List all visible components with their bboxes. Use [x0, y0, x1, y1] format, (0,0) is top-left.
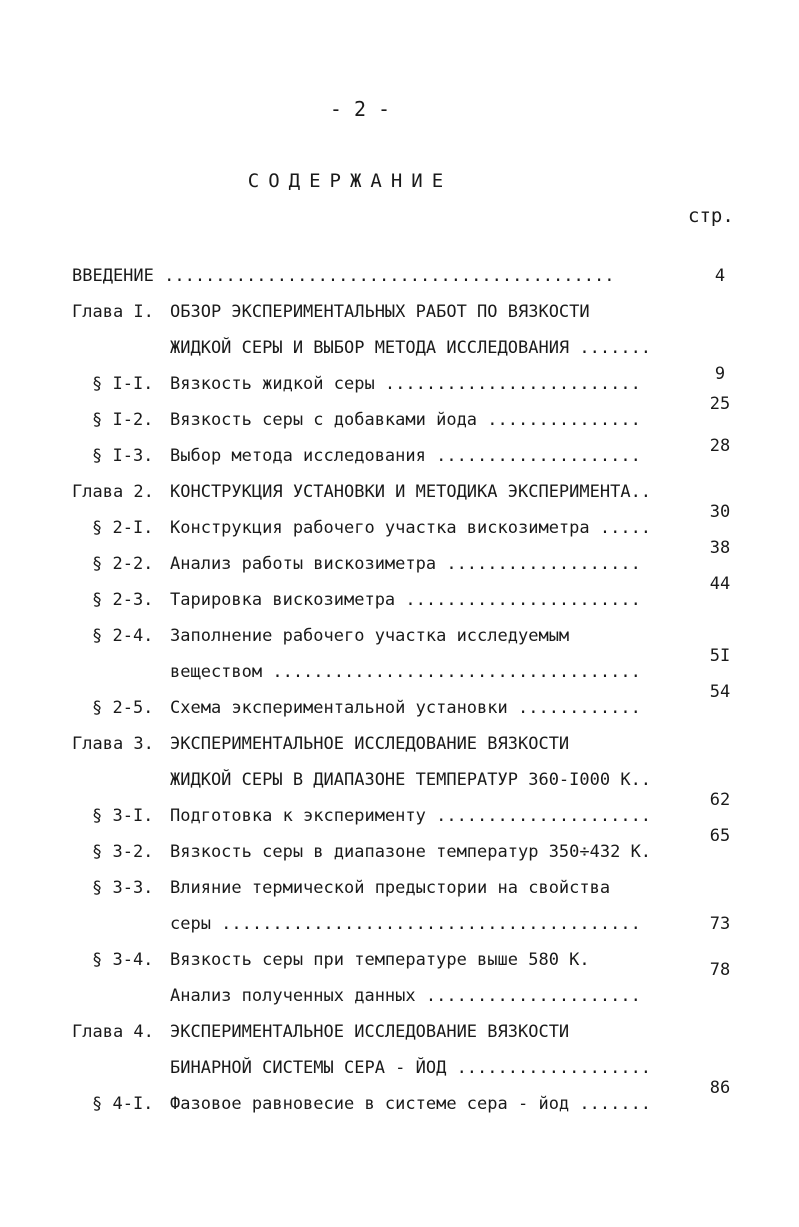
toc-entry	[0, 766, 799, 794]
toc-entry-number: § 2-3.	[92, 590, 154, 610]
toc-entry-title: Анализ полученных данных .....................	[170, 986, 641, 1006]
toc-entry	[0, 646, 799, 686]
toc-entry	[0, 334, 799, 362]
toc-entry-page: 73	[709, 914, 731, 934]
toc-entry	[0, 574, 799, 614]
toc-entry	[0, 262, 799, 290]
toc-entry	[0, 946, 799, 974]
toc-entry	[0, 682, 799, 722]
toc-entry-title: Влияние термической предыстории на свойства	[170, 878, 611, 898]
toc-entry-page: 5I	[709, 646, 731, 666]
toc-entry-title: Анализ работы вискозиметра ...................	[170, 554, 641, 574]
toc-entry-title: КОНСТРУКЦИЯ УСТАНОВКИ И МЕТОДИКА ЭКСПЕРИМЕНТА..	[170, 482, 652, 502]
toc-entry-page: 38	[709, 538, 731, 558]
toc-entry-title: Фазовое равновесие в системе сера - йод .......	[170, 1094, 652, 1114]
toc-entry-title: Подготовка к эксперименту .....................	[170, 806, 652, 826]
toc-entry-page: 25	[709, 394, 731, 414]
toc-entry-number: Глава 2.	[72, 482, 154, 502]
toc-entry-title: Выбор метода исследования ....................	[170, 446, 641, 466]
page-column-label: стр.	[688, 205, 734, 227]
toc-entry	[0, 364, 799, 398]
toc-entry-number: § 2-4.	[92, 626, 154, 646]
toc-entry-page: 9	[714, 364, 726, 384]
toc-entry-title: серы .........................................	[170, 914, 641, 934]
toc-entry-number: Глава 4.	[72, 1022, 154, 1042]
toc-entry-number: § I-3.	[92, 446, 154, 466]
toc-entry-number: § I-2.	[92, 410, 154, 430]
toc-title: СОДЕРЖАНИЕ	[247, 170, 453, 192]
toc-entry-title: Заполнение рабочего участка исследуемым	[170, 626, 570, 646]
toc-entry-number: Глава I.	[72, 302, 154, 322]
toc-entry-title: ЖИДКОЙ СЕРЫ И ВЫБОР МЕТОДА ИССЛЕДОВАНИЯ .......	[170, 338, 652, 358]
toc-entry-number: § 2-5.	[92, 698, 154, 718]
toc-entry-number: § 3-4.	[92, 950, 154, 970]
toc-entry-page: 28	[709, 436, 731, 456]
toc-entry-number: § 3-3.	[92, 878, 154, 898]
toc-entry	[0, 436, 799, 470]
toc-entry-page: 86	[709, 1078, 731, 1098]
toc-entry	[0, 1078, 799, 1118]
toc-entry	[0, 298, 799, 326]
toc-entry	[0, 478, 799, 506]
toc-entry-title: БИНАРНОЙ СИСТЕМЫ СЕРА - ЙОД ...................	[170, 1058, 652, 1078]
toc-entry-page: 62	[709, 790, 731, 810]
toc-entry-number: § I-I.	[92, 374, 154, 394]
toc-entry	[0, 622, 799, 650]
toc-entry-number: § 3-2.	[92, 842, 154, 862]
toc-entry	[0, 730, 799, 758]
toc-entry-page: 65	[709, 826, 731, 846]
toc-entry-title: Вязкость серы с добавками йода ...............	[170, 410, 641, 430]
toc-entry-title: Вязкость серы при температуре выше 580 К.	[170, 950, 590, 970]
toc-entry-number: Глава 3.	[72, 734, 154, 754]
toc-entry	[0, 874, 799, 902]
toc-entry-title: Схема экспериментальной установки ............	[170, 698, 641, 718]
page-number: - 2 -	[329, 97, 391, 121]
toc-entry	[0, 394, 799, 434]
toc-entry-page: 54	[709, 682, 731, 702]
toc-entry-title: Вязкость жидкой серы .........................	[170, 374, 641, 394]
toc-entry-page: 44	[709, 574, 731, 594]
toc-entry-title: ЭКСПЕРИМЕНТАЛЬНОЕ ИССЛЕДОВАНИЕ ВЯЗКОСТИ	[170, 734, 570, 754]
toc-entry-page: 4	[714, 266, 726, 286]
toc-entry-title: ВВЕДЕНИЕ ............................................	[72, 266, 615, 286]
toc-entry-page: 78	[709, 960, 731, 980]
toc-entry-number: § 2-2.	[92, 554, 154, 574]
toc-entry-title: ЖИДКОЙ СЕРЫ В ДИАПАЗОНЕ ТЕМПЕРАТУР 360-I000 К..	[170, 770, 652, 790]
toc-entry-title: ЭКСПЕРИМЕНТАЛЬНОЕ ИССЛЕДОВАНИЕ ВЯЗКОСТИ	[170, 1022, 570, 1042]
toc-entry	[0, 826, 799, 866]
toc-entry-title: Тарировка вискозиметра .......................	[170, 590, 641, 610]
toc-entry	[0, 538, 799, 578]
toc-entry-number: § 4-I.	[92, 1094, 154, 1114]
toc-entry-title: Вязкость серы в диапазоне температур 350÷432 К.	[170, 842, 652, 862]
toc-entry-number: § 2-I.	[92, 518, 154, 538]
toc-entry-title: веществом ....................................	[170, 662, 641, 682]
toc-entry-title: Конструкция рабочего участка вискозиметра .....	[170, 518, 652, 538]
toc-entry	[0, 790, 799, 830]
toc-entry-page: 30	[709, 502, 731, 522]
toc-entry	[0, 502, 799, 542]
toc-entry	[0, 910, 799, 938]
toc-entry	[0, 1018, 799, 1046]
toc-entry-title: ОБЗОР ЭКСПЕРИМЕНТАЛЬНЫХ РАБОТ ПО ВЯЗКОСТИ	[170, 302, 590, 322]
toc-entry-number: § 3-I.	[92, 806, 154, 826]
toc-entry	[0, 1054, 799, 1082]
